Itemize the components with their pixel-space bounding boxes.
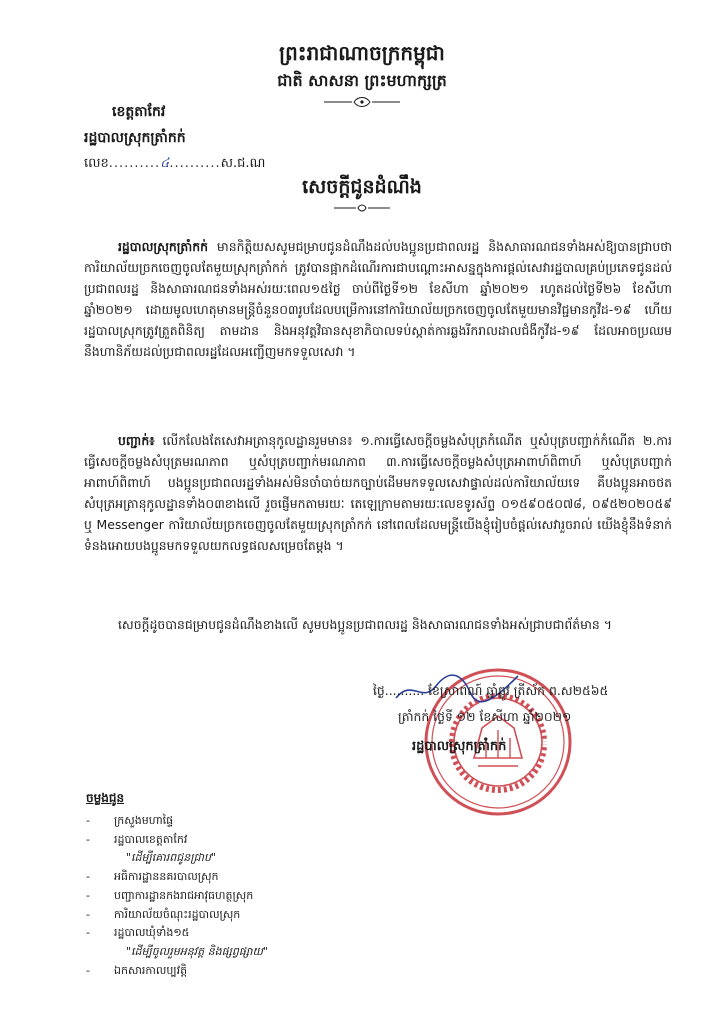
cc-bullet: -: [86, 832, 90, 846]
kingdom-heading: ព្រះរាជាណាចក្រកម្ពុជា: [279, 41, 445, 65]
paragraph-text: មានកិត្តិយសសូមជម្រាបជូនដំណឹងដល់បងប្អូនប្រជាពលរដ្ឋ និងសាធារណជនទាំងអស់ឱ្យបានជ្រាបថា ការិយាល័យច្រកចេញចូលតែមួយស្រុកត្រាំកក់ ត្រូវបានផ្អាកដំណើរការជាបណ្តោះអាសន្នក្នុងការផ្តល់សេវារដ្ឋបាលគ្រប់ប្រភេទជូនដល់ប្រជាពលរដ្ឋ និងសាធារណជនទាំងអស់រយៈពេល១៥ថ្ងៃ ចាប់ពីថ្ងៃទី១២ ខែសីហា ឆ្នាំ២០២១ រហូតដល់ថ្ងៃទី២៦ ខែសីហា ឆ្នាំ២០២១ ដោយមូលហេតុមានមន្រ្តីចំនួន០៣រូបដែលបម្រើការនៅការិយាល័យច្រកចេញចូលតែមួយមានវិជ្ជមានកូវីដ-១៩ ហើយរដ្ឋបាលស្រុកត្រូវត្រួតពិនិត្យ តាមដាន និងអនុវត្តវិធានសុខាភិបាលទប់ស្កាត់ការឆ្លងរីករាលដាលជំងឺកូវីដ-១៩ ដែលអាចប្រឈមនឹងហានិភ័យដល់ប្រជាពលរដ្ឋដែលអញ្ជើញមកទទួលសេវា ។: [84, 239, 672, 359]
heading-ornament-icon: [322, 96, 402, 108]
province-name: ខេត្តតាកែវ: [112, 104, 166, 120]
ref-handwritten-mark: ៤: [160, 156, 170, 171]
cc-item: [86, 962, 386, 981]
cc-bullet: -: [86, 888, 90, 902]
title-ornament-icon: [332, 203, 392, 213]
ref-prefix: លេខ: [84, 156, 109, 171]
cc-item-text: រដ្ឋបាលខេត្តតាកែវ: [114, 832, 188, 846]
cc-item-text: ក្រសួងមហាផ្ទៃ: [114, 814, 174, 827]
document-title: សេចក្តីជូនដំណឹង: [302, 176, 422, 198]
ref-dots: ..........: [169, 156, 221, 171]
solar-date: ត្រាំកក់ ថ្ងៃទី ១២ ខែសីហា ឆ្នាំ២០២១: [398, 709, 572, 724]
cc-item: [86, 924, 386, 943]
paragraph-text: លើកលែងតែសេវាអត្រានុកូលដ្ឋានរួមមាន៖ ១.ការធ្វើសេចក្តីចម្លងសំបុត្រកំណើត ឬសំបុត្របញ្ជាក់កំណើត ២.ការធ្វើសេចក្តីចម្លងសំបុត្រមរណភាព ឬសំបុត្របញ្ជាក់មរណភាព ៣.ការធ្វើសេចក្តីចម្លងសំបុត្រអាពាហ៍ពិពាហ៍ ឬសំបុត្របញ្ជាក់អាពាហ៍ពិពាហ៍ បងប្អូនប្រជាពលរដ្ឋទាំងអស់មិនចាំបាច់យកច្បាប់ដើមមកទទួលសេវាផ្ទាល់ដល់ការិយាល័យទេ គឺបងប្អូនអាចថតសំបុត្រអត្រានុកូលដ្ឋានទាំង០៣ខាងលើ រួចផ្ញើមកតាមរយៈ តេឡេក្រាមតាមរយៈលេខទូរស័ព្ទ ០១៥៩០៥០៧៨, ០៩៥២០២០៥៩ ឬ Messenger ការិយាល័យច្រកចេញចូលតែមួយស្រុកត្រាំកក់ នៅពេលដែលមន្រ្តីយើងខ្ញុំរៀបចំផ្តល់សេវារួចរាល់ យើងខ្ញុំនឹងទំនាក់ទំនងអោយបងប្អូនមកទទួលយកលទ្ធផលសម្រេចតែម្តង ។: [84, 433, 672, 553]
district-office-name: រដ្ឋបាលស្រុកត្រាំកក់: [84, 130, 186, 146]
ref-dots: ..........: [108, 156, 161, 171]
paragraph-lead: បញ្ជាក់៖: [118, 433, 155, 448]
ref-suffix: ស.ជ.ណ: [220, 156, 266, 171]
cc-item-text: "ដើម្បីចូលរួមអនុវត្ត និងផ្សព្វផ្សាយ": [126, 944, 268, 958]
lunar-date: ថ្ងៃ.......... ខែស្រាពណ៍ ឆ្នាំឆ្លូវ ត្រីស័ក ព.ស២៥៦៥: [373, 683, 609, 698]
paragraph-text: សេចក្តីដូចបានជម្រាបជូនដំណឹងខាងលើ សូមបងប្អូនប្រជាពលរដ្ឋ និងសាធារណជនទាំងអស់ជ្រាបជាព័ត៌មាន ។: [118, 617, 612, 632]
cc-item: [86, 868, 386, 887]
cc-item: [86, 812, 386, 831]
cc-item: [86, 906, 386, 925]
body-paragraph-3: [84, 614, 672, 635]
cc-item-text: ការិយាល័យចំណុះរដ្ឋបាលស្រុក: [114, 907, 241, 921]
cc-item: [86, 887, 386, 906]
cc-note: [86, 849, 386, 868]
cc-bullet: -: [86, 814, 90, 827]
cc-bullet: -: [86, 870, 90, 884]
cc-bullet: -: [86, 907, 90, 921]
cc-list: [86, 812, 386, 980]
national-motto: ជាតិ សាសនា ព្រះមហាក្សត្រ: [277, 71, 447, 90]
cc-item-text: បញ្ជាការដ្ឋានកងរាជអាវុធហត្ថស្រុក: [114, 888, 254, 902]
cc-item-text: "ដើម្បីគោរពជូនជ្រាប": [126, 851, 216, 865]
cc-note: [86, 943, 386, 962]
reference-number: [84, 155, 265, 174]
cc-bullet: -: [86, 963, 90, 977]
cc-item-text: អធិការដ្ឋាននគរបាលស្រុក: [114, 870, 219, 884]
cc-bullet: -: [86, 926, 90, 940]
signatory: រដ្ឋបាលស្រុកត្រាំកក់: [412, 739, 507, 754]
paragraph-lead: រដ្ឋបាលស្រុកត្រាំកក់: [118, 239, 208, 254]
body-paragraph-2: [84, 430, 672, 556]
cc-item-text: រដ្ឋបាលឃុំទាំង១៥: [114, 926, 190, 940]
cc-item: [86, 831, 386, 850]
body-paragraph-1: [84, 236, 672, 362]
cc-heading: ចម្លងជូន: [86, 791, 125, 805]
cc-item-text: ឯកសារកាលប្បវត្តិ: [114, 963, 188, 977]
